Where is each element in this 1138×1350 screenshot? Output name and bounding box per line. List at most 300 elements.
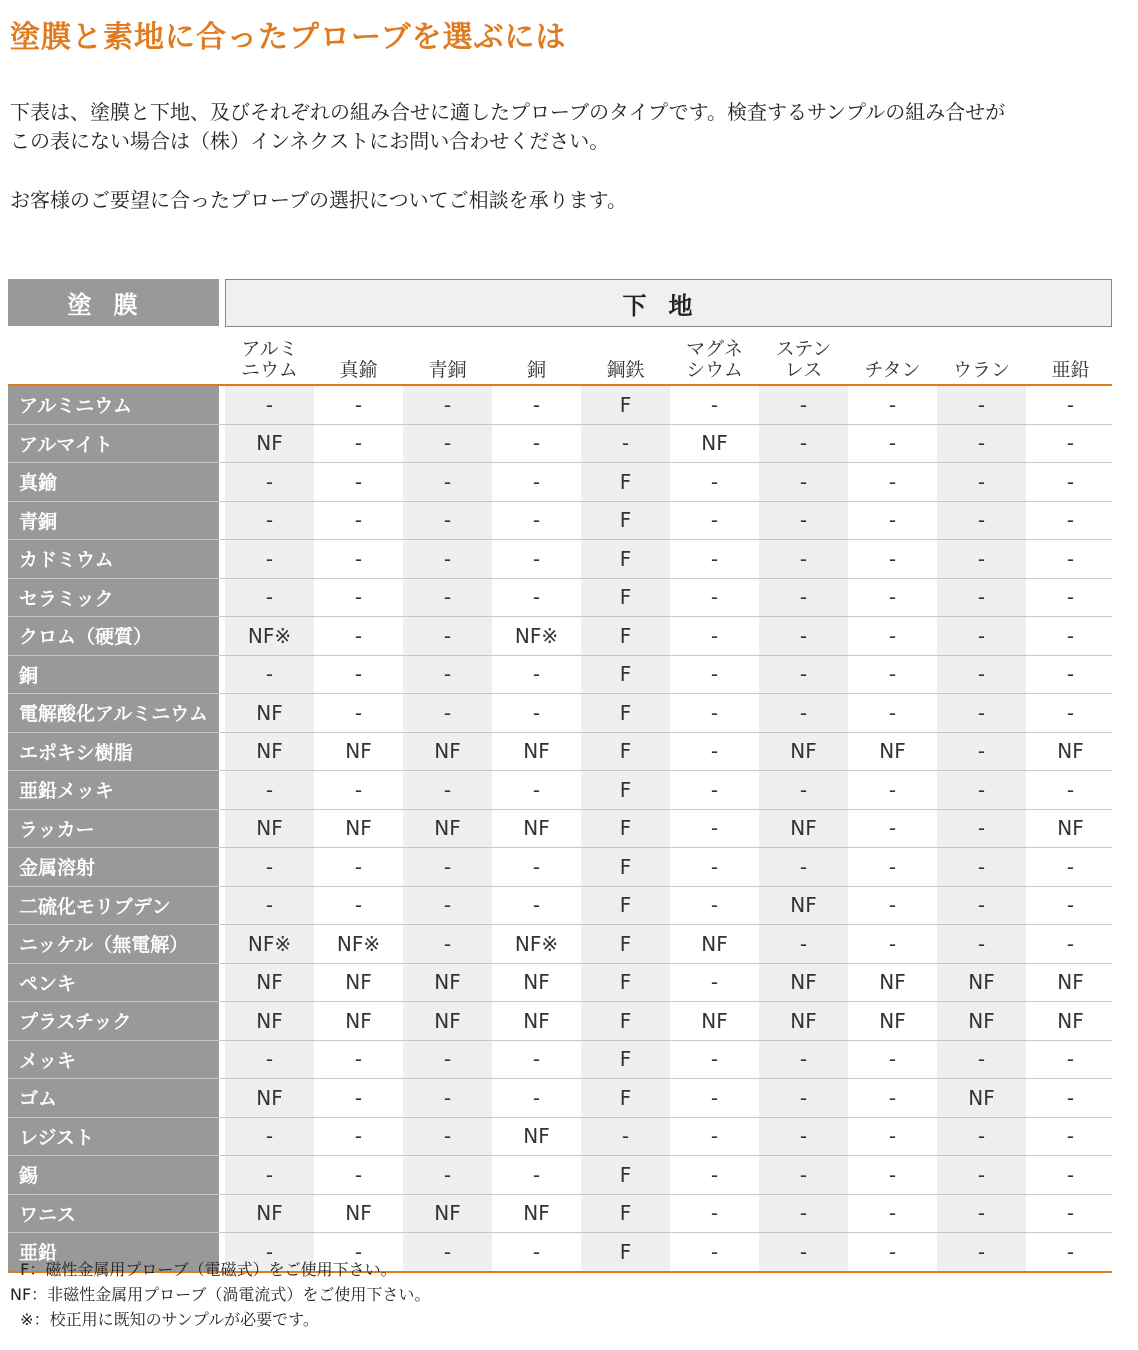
table-row	[8, 694, 1112, 733]
column-header: 真鍮	[339, 359, 378, 381]
table-cell: -	[937, 694, 1026, 732]
table-cell: F	[581, 540, 670, 578]
table-cell: F	[581, 1041, 670, 1079]
table-row	[8, 579, 1112, 618]
table-cell: -	[403, 502, 492, 540]
row-label: 亜鉛メッキ	[8, 771, 219, 809]
table-cell: NF	[879, 739, 906, 764]
table-cell: -	[532, 893, 541, 918]
table-cell: NF	[759, 733, 848, 771]
row-label: カドミウム	[8, 540, 219, 578]
table-cell: NF	[225, 964, 314, 1002]
table-cell: F	[581, 617, 670, 655]
table-cell: NF	[701, 431, 728, 456]
table-row	[8, 425, 1112, 464]
table-cell: -	[710, 623, 719, 648]
probe-selection-table	[8, 279, 1112, 1273]
page-title: 塗膜と素地に合ったプローブを選ぶには	[10, 20, 567, 55]
row-label: アルミニウム	[8, 386, 219, 424]
table-cell: -	[1066, 1239, 1075, 1264]
table-cell: -	[888, 546, 897, 571]
table-cell: -	[581, 1118, 670, 1156]
table-cell: F	[581, 887, 670, 925]
table-row	[8, 964, 1112, 1003]
table-cell: NF	[759, 810, 848, 848]
table-cell: F	[581, 964, 670, 1002]
table-cell: -	[225, 386, 314, 424]
table-cell: -	[532, 777, 541, 802]
table-cell: -	[888, 1124, 897, 1149]
table-cell: -	[759, 656, 848, 694]
column-header: 亜鉛	[1051, 359, 1090, 381]
table-cell: F	[581, 1002, 670, 1040]
table-cell: -	[354, 431, 363, 456]
table-cell: -	[354, 777, 363, 802]
table-cell: -	[759, 425, 848, 463]
table-header	[8, 279, 1112, 327]
table-cell: -	[354, 392, 363, 417]
table-cell: -	[888, 469, 897, 494]
table-cell: -	[759, 848, 848, 886]
table-cell: -	[710, 816, 719, 841]
table-cell: -	[710, 1162, 719, 1187]
table-row	[8, 656, 1112, 695]
table-cell: -	[403, 656, 492, 694]
row-label: 金属溶射	[8, 848, 219, 886]
table-cell: -	[354, 662, 363, 687]
table-cell: -	[710, 508, 719, 533]
table-cell: F	[581, 694, 670, 732]
table-cell: -	[710, 392, 719, 417]
table-cell: F	[581, 502, 670, 540]
table-cell: -	[354, 546, 363, 571]
table-cell: -	[403, 1118, 492, 1156]
intro-line-1: 下表は、塗膜と下地、及びそれぞれの組み合せに適したプローブのタイプです。検査するサンプルの組み合せが	[10, 100, 1006, 124]
table-cell: -	[354, 469, 363, 494]
legend-note: ※：校正用に既知のサンプルが必要です。	[10, 1310, 319, 1329]
table-row	[8, 463, 1112, 502]
table-cell: -	[1066, 1124, 1075, 1149]
row-label: メッキ	[8, 1041, 219, 1079]
table-cell: -	[225, 540, 314, 578]
table-cell: -	[937, 1156, 1026, 1194]
table-cell: -	[937, 502, 1026, 540]
intro-line-3: お客様のご要望に合ったプローブの選択についてご相談を承ります。	[10, 188, 627, 212]
table-row	[8, 1195, 1112, 1234]
table-cell: -	[532, 585, 541, 610]
row-label: 銅	[8, 656, 219, 694]
table-cell: NF	[523, 970, 550, 995]
row-label: ワニス	[8, 1195, 219, 1233]
table-cell: F	[581, 1233, 670, 1271]
table-cell: NF	[345, 970, 372, 995]
table-cell: -	[1066, 623, 1075, 648]
table-cell: NF	[1057, 970, 1084, 995]
table-cell: -	[937, 579, 1026, 617]
table-cell: NF	[225, 1002, 314, 1040]
table-cell: -	[354, 700, 363, 725]
row-label: 二硫化モリブデン	[8, 887, 219, 925]
table-cell: NF	[403, 1002, 492, 1040]
table-cell: -	[403, 1156, 492, 1194]
table-cell: -	[1066, 700, 1075, 725]
table-cell: -	[1066, 1085, 1075, 1110]
substrate-header: 下地	[225, 279, 1112, 327]
table-cell: -	[225, 502, 314, 540]
table-cell: -	[403, 1233, 492, 1271]
table-cell: -	[710, 1085, 719, 1110]
table-cell: -	[1066, 469, 1075, 494]
table-cell: -	[888, 1201, 897, 1226]
table-cell: -	[532, 469, 541, 494]
table-cell: F	[581, 463, 670, 501]
table-cell: -	[1066, 662, 1075, 687]
table-cell: NF	[225, 425, 314, 463]
table-cell: NF	[701, 1008, 728, 1033]
table-cell: -	[937, 425, 1026, 463]
table-row	[8, 1041, 1112, 1080]
table-cell: -	[1066, 893, 1075, 918]
table-row	[8, 810, 1112, 849]
table-cell: -	[888, 662, 897, 687]
table-cell: -	[354, 1124, 363, 1149]
row-label: エポキシ樹脂	[8, 733, 219, 771]
table-cell: NF※	[514, 623, 559, 648]
column-header: 銅	[526, 359, 546, 381]
table-cell: NF	[523, 816, 550, 841]
table-cell: NF	[345, 1008, 372, 1033]
table-body	[8, 386, 1112, 1273]
table-cell: NF	[523, 1201, 550, 1226]
table-cell: NF	[225, 1195, 314, 1233]
table-cell: NF	[879, 1008, 906, 1033]
table-cell: -	[759, 925, 848, 963]
table-cell: -	[1066, 1201, 1075, 1226]
table-cell: -	[937, 1118, 1026, 1156]
table-cell: -	[1066, 392, 1075, 417]
table-cell: NF	[879, 970, 906, 995]
table-cell: -	[225, 848, 314, 886]
table-cell: -	[403, 887, 492, 925]
table-cell: -	[710, 1124, 719, 1149]
column-header: ステン レス	[775, 338, 832, 381]
table-cell: -	[225, 887, 314, 925]
table-cell: NF	[403, 964, 492, 1002]
row-label: 真鍮	[8, 463, 219, 501]
table-row	[8, 617, 1112, 656]
table-cell: -	[225, 771, 314, 809]
table-row	[8, 502, 1112, 541]
table-cell: NF※	[336, 931, 381, 956]
column-header: 青銅	[428, 359, 467, 381]
row-label: プラスチック	[8, 1002, 219, 1040]
table-cell: -	[710, 777, 719, 802]
table-row	[8, 887, 1112, 926]
table-cell: -	[225, 656, 314, 694]
column-header: チタン	[864, 359, 921, 381]
table-cell: -	[710, 662, 719, 687]
table-row	[8, 848, 1112, 887]
table-cell: -	[937, 463, 1026, 501]
table-cell: -	[225, 579, 314, 617]
table-cell: -	[937, 617, 1026, 655]
table-cell: -	[937, 887, 1026, 925]
table-cell: -	[937, 733, 1026, 771]
row-label: レジスト	[8, 1118, 219, 1156]
table-cell: -	[710, 970, 719, 995]
table-cell: -	[403, 579, 492, 617]
table-cell: -	[532, 854, 541, 879]
table-row	[8, 925, 1112, 964]
table-cell: F	[581, 656, 670, 694]
table-cell: -	[1066, 1162, 1075, 1187]
table-cell: -	[710, 893, 719, 918]
table-cell: -	[710, 1201, 719, 1226]
table-cell: NF	[759, 1002, 848, 1040]
table-cell: NF	[523, 739, 550, 764]
table-cell: -	[888, 392, 897, 417]
table-cell: NF	[759, 887, 848, 925]
table-cell: -	[1066, 508, 1075, 533]
table-cell: -	[759, 694, 848, 732]
table-cell: NF	[937, 1079, 1026, 1117]
table-row	[8, 540, 1112, 579]
table-cell: -	[937, 540, 1026, 578]
table-cell: -	[354, 1162, 363, 1187]
table-cell: -	[888, 1085, 897, 1110]
legend-nf: NF：非磁性金属用プローブ（渦電流式）をご使用下さい。	[10, 1285, 431, 1304]
table-row	[8, 771, 1112, 810]
column-headers	[8, 327, 1112, 386]
table-cell: NF	[937, 1002, 1026, 1040]
table-cell: NF	[225, 1079, 314, 1117]
table-cell: -	[759, 1041, 848, 1079]
table-cell: -	[888, 1162, 897, 1187]
table-cell: -	[937, 848, 1026, 886]
table-cell: -	[403, 386, 492, 424]
table-cell: -	[759, 1195, 848, 1233]
table-cell: -	[888, 777, 897, 802]
table-cell: -	[403, 925, 492, 963]
table-cell: F	[581, 848, 670, 886]
table-cell: -	[759, 1156, 848, 1194]
table-cell: -	[403, 771, 492, 809]
table-cell: -	[225, 1041, 314, 1079]
row-label: クロム（硬質）	[8, 617, 219, 655]
table-cell: -	[532, 1239, 541, 1264]
table-cell: -	[759, 1233, 848, 1271]
table-cell: -	[354, 508, 363, 533]
table-cell: F	[581, 1079, 670, 1117]
table-cell: F	[581, 810, 670, 848]
row-label: アルマイト	[8, 425, 219, 463]
table-cell: -	[937, 1041, 1026, 1079]
table-cell: -	[888, 585, 897, 610]
table-cell: -	[1066, 431, 1075, 456]
table-cell: -	[225, 1233, 314, 1271]
table-cell: -	[403, 848, 492, 886]
table-row	[8, 1118, 1112, 1157]
table-cell: -	[710, 585, 719, 610]
table-cell: NF	[1057, 1008, 1084, 1033]
table-cell: NF	[759, 964, 848, 1002]
table-cell: -	[532, 1162, 541, 1187]
table-cell: -	[403, 540, 492, 578]
table-cell: -	[937, 1233, 1026, 1271]
table-cell: NF※	[225, 617, 314, 655]
table-cell: -	[937, 771, 1026, 809]
table-cell: -	[581, 425, 670, 463]
table-cell: NF	[225, 733, 314, 771]
table-cell: F	[581, 1195, 670, 1233]
table-cell: -	[1066, 585, 1075, 610]
table-cell: -	[937, 656, 1026, 694]
table-cell: -	[759, 617, 848, 655]
table-cell: -	[759, 1118, 848, 1156]
column-header: マグネ シウム	[686, 338, 743, 381]
legend	[10, 1257, 430, 1332]
table-cell: -	[354, 854, 363, 879]
table-cell: -	[532, 662, 541, 687]
table-cell: NF	[345, 1201, 372, 1226]
table-cell: -	[354, 623, 363, 648]
table-cell: NF	[1057, 739, 1084, 764]
table-row	[8, 386, 1112, 425]
table-cell: NF	[225, 694, 314, 732]
table-cell: -	[532, 1047, 541, 1072]
table-cell: NF	[937, 964, 1026, 1002]
table-cell: -	[759, 579, 848, 617]
table-cell: NF	[403, 733, 492, 771]
table-cell: -	[403, 425, 492, 463]
table-cell: -	[532, 431, 541, 456]
table-cell: NF※	[225, 925, 314, 963]
table-cell: -	[1066, 777, 1075, 802]
table-cell: -	[354, 1047, 363, 1072]
table-cell: NF	[1057, 816, 1084, 841]
table-cell: -	[888, 893, 897, 918]
table-cell: -	[888, 854, 897, 879]
table-cell: NF	[403, 1195, 492, 1233]
table-cell: -	[354, 1085, 363, 1110]
table-cell: -	[710, 546, 719, 571]
table-cell: -	[937, 386, 1026, 424]
table-cell: -	[403, 694, 492, 732]
table-row	[8, 1156, 1112, 1195]
table-cell: F	[581, 1156, 670, 1194]
row-label: 電解酸化アルミニウム	[8, 694, 219, 732]
column-header: ウラン	[952, 359, 1010, 381]
table-cell: -	[888, 1239, 897, 1264]
table-cell: -	[1066, 931, 1075, 956]
column-header: アルミ ニウム	[241, 338, 298, 381]
table-cell: -	[403, 463, 492, 501]
intro-line-2: この表にない場合は（株）インネクストにお問い合わせください。	[10, 129, 610, 153]
table-cell: -	[225, 1156, 314, 1194]
table-cell: -	[710, 1047, 719, 1072]
row-label: ペンキ	[8, 964, 219, 1002]
table-cell: -	[710, 739, 719, 764]
table-cell: -	[759, 463, 848, 501]
table-cell: -	[937, 1195, 1026, 1233]
table-cell: -	[759, 1079, 848, 1117]
legend-f: F：磁性金属用プローブ（電磁式）をご使用下さい。	[10, 1260, 397, 1279]
table-cell: -	[354, 893, 363, 918]
table-cell: -	[759, 502, 848, 540]
table-cell: F	[581, 386, 670, 424]
table-cell: -	[1066, 546, 1075, 571]
table-cell: -	[937, 925, 1026, 963]
table-cell: -	[225, 463, 314, 501]
table-cell: NF	[403, 810, 492, 848]
table-cell: NF	[701, 931, 728, 956]
table-cell: F	[581, 925, 670, 963]
table-cell: NF	[225, 810, 314, 848]
table-cell: -	[532, 700, 541, 725]
coating-header: 塗膜	[8, 279, 219, 326]
intro-text	[10, 98, 1120, 215]
row-label: セラミック	[8, 579, 219, 617]
table-cell: -	[888, 1047, 897, 1072]
table-cell: -	[759, 386, 848, 424]
table-cell: -	[888, 431, 897, 456]
table-cell: NF	[523, 1008, 550, 1033]
table-row	[8, 1002, 1112, 1041]
table-cell: -	[225, 1118, 314, 1156]
row-label: ゴム	[8, 1079, 219, 1117]
row-label: 亜鉛	[8, 1233, 219, 1271]
table-cell: -	[403, 1079, 492, 1117]
table-cell: -	[710, 1239, 719, 1264]
table-cell: F	[581, 733, 670, 771]
table-cell: -	[403, 617, 492, 655]
row-label: ニッケル（無電解）	[8, 925, 219, 963]
table-cell: -	[532, 392, 541, 417]
table-cell: NF	[345, 816, 372, 841]
table-cell: NF	[523, 1124, 550, 1149]
table-cell: NF※	[514, 931, 559, 956]
table-cell: F	[581, 771, 670, 809]
table-row	[8, 733, 1112, 772]
table-cell: -	[888, 508, 897, 533]
table-cell: -	[354, 1239, 363, 1264]
table-cell: -	[354, 585, 363, 610]
row-label: 錫	[8, 1156, 219, 1194]
row-label: ラッカー	[8, 810, 219, 848]
table-cell: -	[1066, 1047, 1075, 1072]
table-cell: -	[888, 700, 897, 725]
table-cell: -	[532, 508, 541, 533]
table-cell: -	[532, 1085, 541, 1110]
column-header: 鋼鉄	[606, 359, 645, 381]
row-label: 青銅	[8, 502, 219, 540]
table-cell: -	[1066, 854, 1075, 879]
table-cell: -	[888, 931, 897, 956]
table-cell: -	[759, 771, 848, 809]
table-cell: -	[710, 469, 719, 494]
table-cell: -	[888, 623, 897, 648]
table-cell: NF	[345, 739, 372, 764]
table-cell: -	[888, 816, 897, 841]
table-cell: -	[937, 810, 1026, 848]
table-cell: -	[710, 700, 719, 725]
table-row	[8, 1079, 1112, 1118]
table-cell: -	[710, 854, 719, 879]
table-cell: F	[581, 579, 670, 617]
table-cell: -	[532, 546, 541, 571]
table-cell: -	[403, 1041, 492, 1079]
table-cell: -	[759, 540, 848, 578]
